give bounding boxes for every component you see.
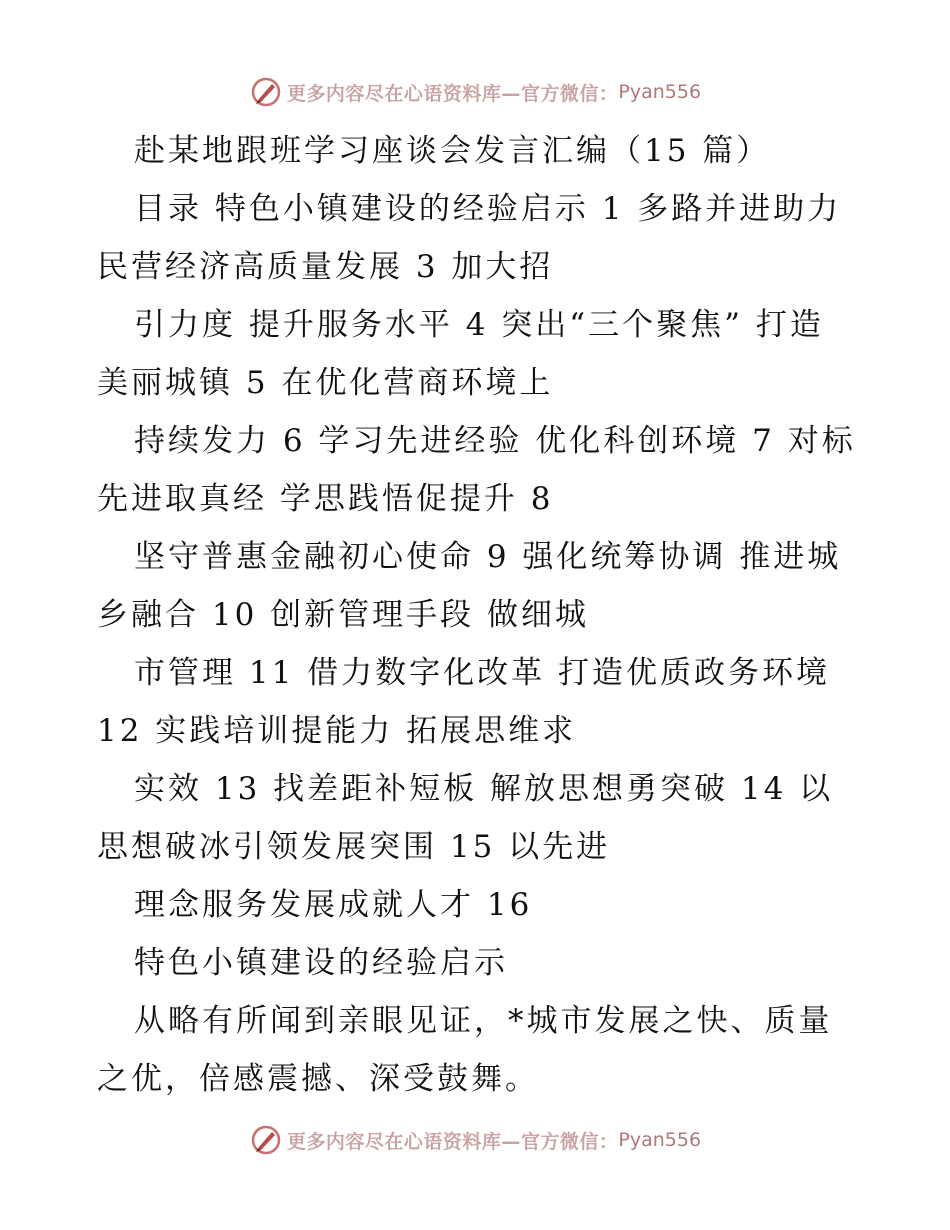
- document-title: 赴某地跟班学习座谈会发言汇编（15 篇）: [134, 133, 771, 169]
- watermark-wechat-id: Pyan556: [618, 81, 702, 103]
- watermark-text: 更多内容尽在心语资料库—官方微信：: [286, 1130, 619, 1153]
- paragraph: 理念服务发展成就人才 16: [134, 887, 533, 923]
- paragraph: 目录 特色小镇建设的经验启示 1 多路并进助力民营经济高质量发展 3 加大招: [97, 191, 842, 285]
- footer-watermark: [0, 1120, 950, 1160]
- pen-logo-icon: [249, 75, 283, 109]
- paragraph: 市管理 11 借力数字化改革 打造优质政务环境 12 实践培训提能力 拓展思维求: [97, 655, 831, 749]
- section-heading: 特色小镇建设的经验启示: [134, 945, 508, 981]
- paragraph: 实效 13 找差距补短板 解放思想勇突破 14 以思想破冰引领发展突围 15 以先进: [97, 771, 834, 865]
- header-watermark: [0, 72, 950, 112]
- watermark-wechat-id: Pyan556: [618, 1129, 702, 1151]
- paragraph: 从略有所闻到亲眼见证，*城市发展之快、质量之优，倍感震撼、深受鼓舞。: [97, 1003, 833, 1097]
- pen-logo-icon: [249, 1123, 283, 1157]
- paragraph: 持续发力 6 学习先进经验 优化科创环境 7 对标先进取真经 学思践悟促提升 8: [97, 423, 856, 517]
- document-body: [97, 122, 857, 1108]
- paragraph: 引力度 提升服务水平 4 突出“三个聚焦” 打造美丽城镇 5 在优化营商环境上: [97, 307, 824, 401]
- watermark-text: 更多内容尽在心语资料库—官方微信：: [286, 82, 619, 105]
- paragraph: 坚守普惠金融初心使命 9 强化统筹协调 推进城乡融合 10 创新管理手段 做细城: [97, 539, 842, 633]
